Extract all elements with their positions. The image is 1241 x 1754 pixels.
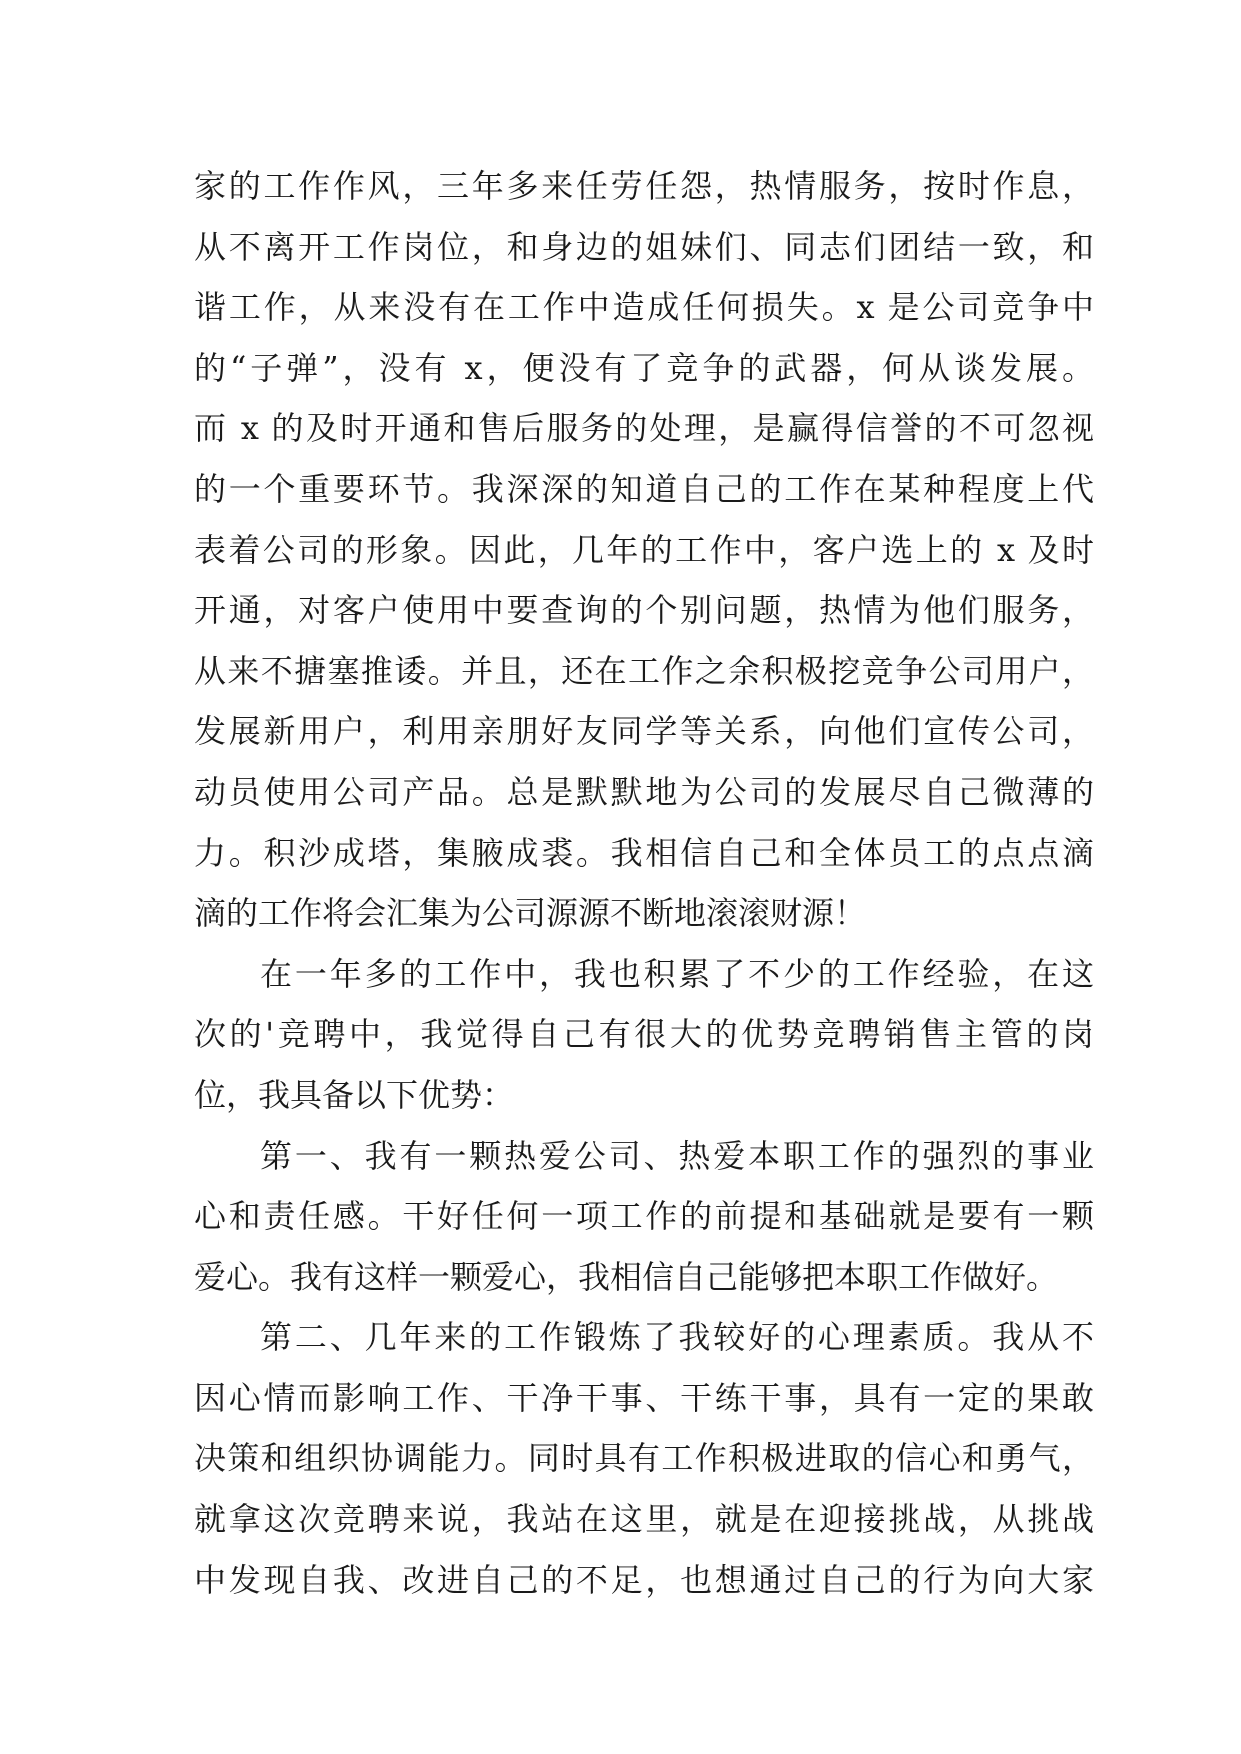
text-line: 动员使用公司产品。总是默默地为公司的发展尽自己微薄的 (194, 772, 1094, 811)
paragraph-first-line: 第二、几年来的工作锻炼了我较好的心理素质。我从不 (260, 1318, 1094, 1357)
text-line: 发展新用户，利用亲朋好友同学等关系，向他们宣传公司， (194, 712, 1094, 751)
text-line: 从不离开工作岗位，和身边的姐妹们、同志们团结一致，和 (194, 227, 1094, 266)
text-line: 从来不搪塞推诿。并且，还在工作之余积极挖竞争公司用户， (194, 651, 1094, 690)
paragraph-first-line: 在一年多的工作中，我也积累了不少的工作经验，在这 (260, 954, 1094, 993)
text-line: 的一个重要环节。我深深的知道自己的工作在某种程度上代 (194, 469, 1094, 508)
text-line: 的“子弹”，没有 x，便没有了竞争的武器，何从谈发展。 (194, 348, 1094, 387)
text-line: 爱心。我有这样一颗爱心，我相信自己能够把本职工作做好。 (194, 1257, 1059, 1296)
text-line: 就拿这次竞聘来说，我站在这里，就是在迎接挑战，从挑战 (194, 1500, 1094, 1539)
text-line: 次的'竞聘中，我觉得自己有很大的优势竞聘销售主管的岗 (194, 1015, 1094, 1054)
text-line: 位，我具备以下优势： (194, 1075, 515, 1114)
text-line: 谐工作，从来没有在工作中造成任何损失。x 是公司竞争中 (194, 288, 1094, 327)
paragraph-first-line: 第一、我有一颗热爱公司、热爱本职工作的强烈的事业 (260, 1136, 1094, 1175)
body-text (194, 156, 1094, 1610)
text-line: 心和责任感。干好任何一项工作的前提和基础就是要有一颗 (194, 1197, 1094, 1236)
text-line: 力。积沙成塔，集腋成裘。我相信自己和全体员工的点点滴 (194, 833, 1094, 872)
text-line: 因心情而影响工作、干净干事、干练干事，具有一定的果敢 (194, 1378, 1094, 1417)
text-line: 表着公司的形象。因此，几年的工作中，客户选上的 x 及时 (194, 530, 1094, 569)
text-line: 家的工作作风，三年多来任劳任怨，热情服务，按时作息， (194, 167, 1094, 205)
text-line: 滴的工作将会汇集为公司源源不断地滚滚财源！ (194, 894, 867, 933)
text-line: 决策和组织协调能力。同时具有工作积极进取的信心和勇气， (194, 1439, 1094, 1478)
text-line: 中发现自我、改进自己的不足，也想通过自己的行为向大家 (194, 1560, 1094, 1599)
text-line: 而 x 的及时开通和售后服务的处理，是赢得信誉的不可忽视 (194, 409, 1094, 448)
text-line: 开通，对客户使用中要查询的个别问题，热情为他们服务， (194, 591, 1094, 630)
